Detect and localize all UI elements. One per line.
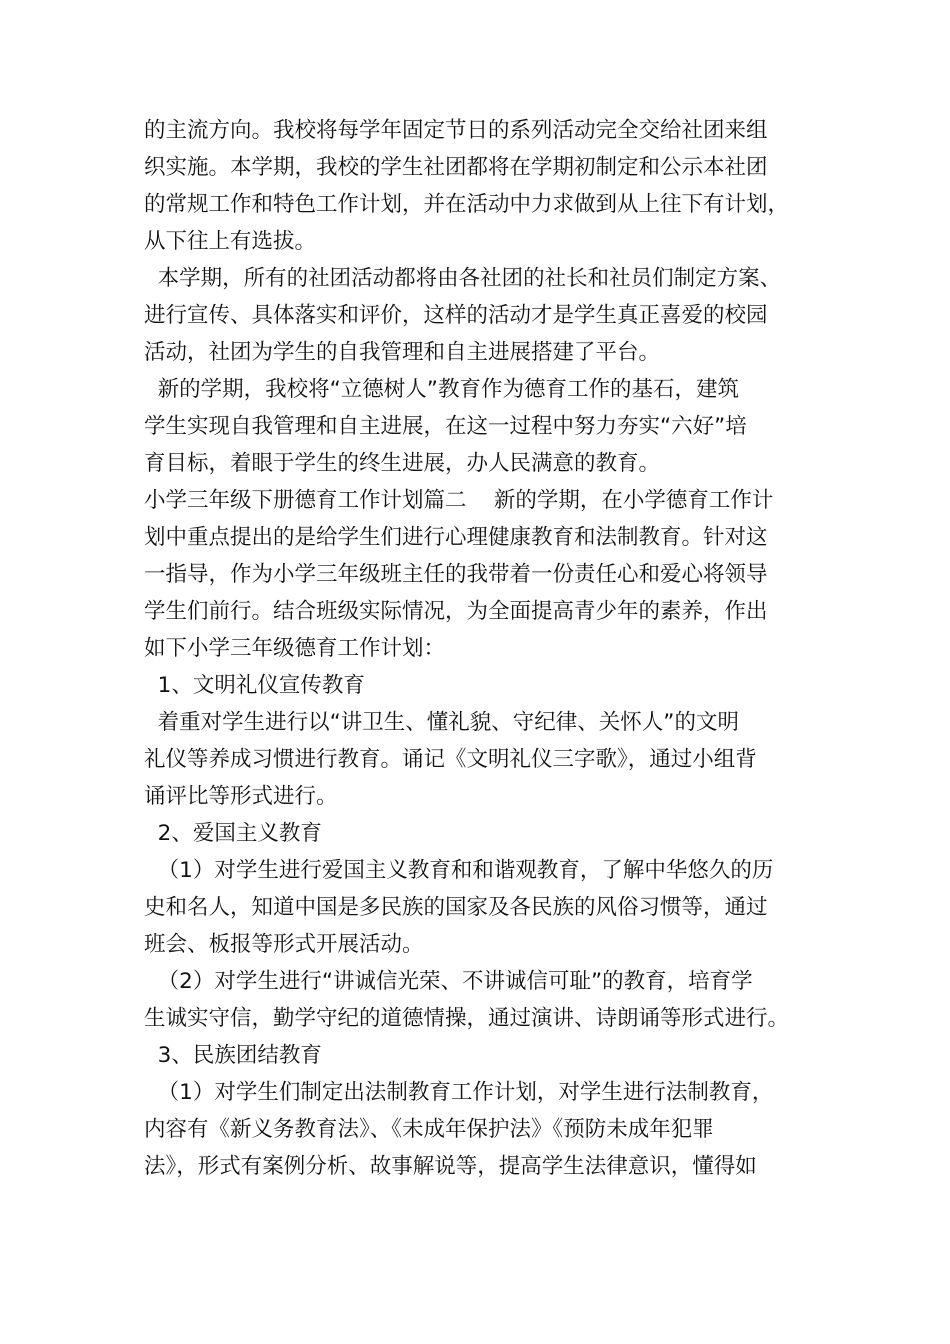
section-heading-line: 小学三年级下册德育工作计划篇二 新的学期，在小学德育工作计 <box>144 488 774 513</box>
text-line: 一指导，作为小学三年级班主任的我带着一份责任心和爱心将领导 <box>144 562 768 587</box>
text-line: 进行宣传、具体落实和评价，这样的活动才是学生真正喜爱的校园 <box>144 303 768 328</box>
text-line: 的主流方向。我校将每学年固定节日的系列活动完全交给社团来组 <box>144 118 768 143</box>
text-line: 从下往上有选拔。 <box>144 229 317 254</box>
text-line: 新的学期，我校将“立德树人”教育作为德育工作的基石，建筑 <box>144 377 739 402</box>
text-line: 学生实现自我管理和自主进展，在这一过程中努力夯实“六好”培 <box>144 414 747 439</box>
text-line: 礼仪等养成习惯进行教育。诵记《文明礼仪三字歌》，通过小组背 <box>144 747 757 772</box>
list-heading: 3、民族团结教育 <box>144 1043 322 1068</box>
text-line: 史和名人，知道中国是多民族的国家及各民族的风俗习惯等，通过 <box>144 895 768 920</box>
text-line: 生诚实守信，勤学守纪的道德情操，通过演讲、诗朗诵等形式进行。 <box>144 1006 790 1031</box>
text-line: 班会、板报等形式开展活动。 <box>144 932 424 957</box>
text-line: 育目标，着眼于学生的终生进展，办人民满意的教育。 <box>144 451 661 476</box>
text-line: 的常规工作和特色工作计划，并在活动中力求做到从上往下有计划， <box>144 192 790 217</box>
text-line: （2）对学生进行“讲诚信光荣、不讲诚信可耻”的教育，培育学 <box>144 969 753 994</box>
text-line: 学生们前行。结合班级实际情况，为全面提高青少年的素养，作出 <box>144 599 768 624</box>
text-line: 着重对学生进行以“讲卫生、懂礼貌、守纪律、关怀人”的文明 <box>144 710 739 735</box>
list-heading: 2、爱国主义教育 <box>144 821 322 846</box>
text-line: 法》，形式有案例分析、故事解说等，提高学生法律意识，懂得如 <box>144 1154 757 1179</box>
text-line: （1）对学生们制定出法制教育工作计划，对学生进行法制教育， <box>144 1080 774 1105</box>
text-line: 内容有《新义务教育法》、《未成年保护法》《预防未成年犯罪 <box>144 1117 714 1142</box>
text-line: 织实施。本学期，我校的学生社团都将在学期初制定和公示本社团 <box>144 155 768 180</box>
text-line: 诵评比等形式进行。 <box>144 784 338 809</box>
text-line: 活动，社团为学生的自我管理和自主进展搭建了平台。 <box>144 340 661 365</box>
text-line: 如下小学三年级德育工作计划： <box>144 636 446 661</box>
text-line: 本学期，所有的社团活动都将由各社团的社长和社员们制定方案、 <box>144 266 782 291</box>
body-text <box>144 112 824 1185</box>
text-line: 划中重点提出的是给学生们进行心理健康教育和法制教育。针对这 <box>144 525 768 550</box>
text-line: （1）对学生进行爱国主义教育和和谐观教育，了解中华悠久的历 <box>144 858 774 883</box>
list-heading: 1、文明礼仪宣传教育 <box>144 673 365 698</box>
